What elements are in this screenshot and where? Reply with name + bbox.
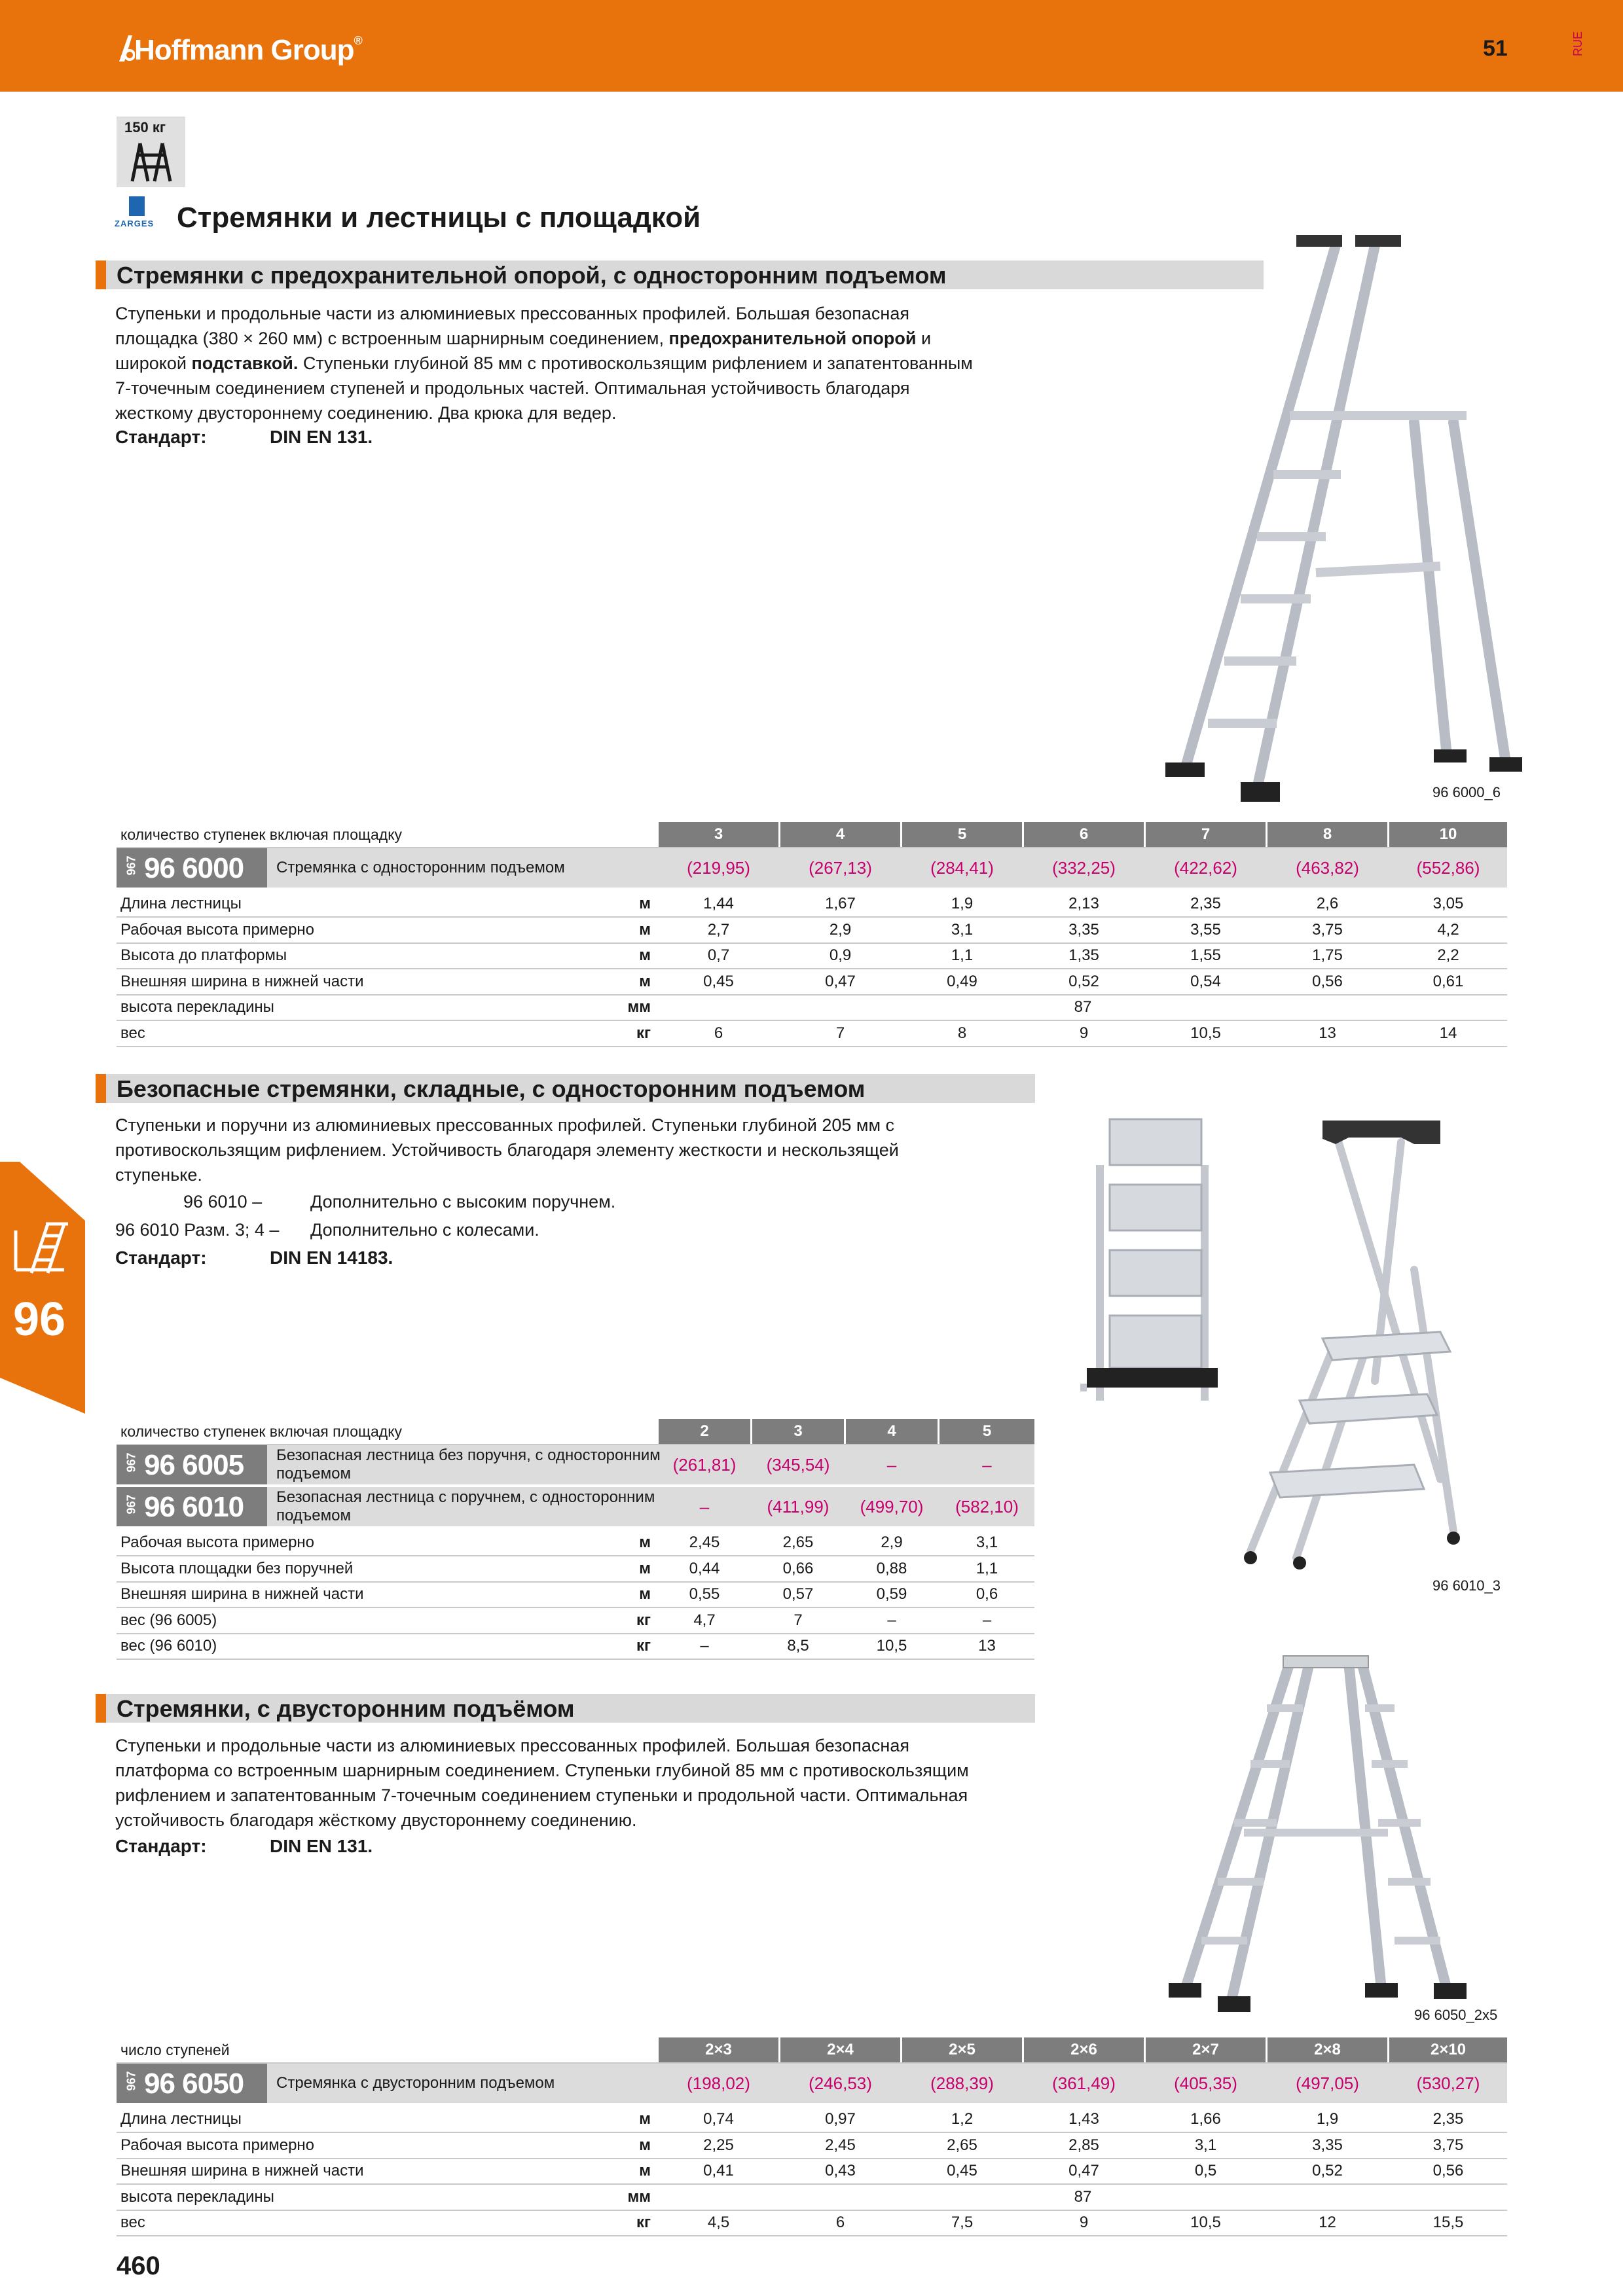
spec-value: 9 [1079,1024,1089,1042]
spec-unit: м [639,1585,651,1603]
spec-row [117,918,1507,944]
spec-value: 0,56 [1432,2162,1464,2179]
spec-row [117,2159,1507,2185]
spec-label: высота перекладины [120,998,274,1016]
product-code: 96 6050 [144,2068,244,2100]
spec-value: 2,2 [1437,946,1459,964]
spec-value: – [700,1637,709,1655]
spec-value: 1,67 [825,895,856,912]
spec-value: 3,1 [1194,2136,1217,2154]
hoffmann-logo-icon [117,31,135,65]
spec-label: Внешняя ширина в нижней части [120,1585,364,1603]
spec-label: Рабочая высота примерно [120,2136,315,2154]
spec-value: 4,5 [707,2214,730,2231]
spec-row [117,2107,1507,2133]
spec-unit: м [639,2110,651,2128]
spec-row [117,943,1507,969]
price: (219,95) [687,858,750,878]
spec-value: 2,25 [703,2136,734,2154]
section-3-description: Ступеньки и продольные части из алюминиевых прессованных профилей. Большая безопасная платформа со встроенным шарнирным соединением. Ступеньки глубиной 85 мм с противоскользящим рифлением и запатентованным 7-точечным соединением ступеньки и продольной части. Оптимальная устойчивость благодаря жёсткому двустороннему соединению. [115,1736,969,1830]
spec-unit: кг [636,1611,651,1629]
product-code: 96 6010 [144,1491,244,1523]
product-description: Стремянка с двусторонним подъемом [276,2074,555,2092]
spec-label: Высота площадки без поручней [120,1559,354,1577]
product-description: Безопасная лестница с поручнем, с односторонним подъемом [276,1488,655,1524]
spec-row [117,1530,1034,1556]
spec-value: 0,9 [829,946,852,964]
price: – [982,1455,992,1475]
spec-value: 3,05 [1432,895,1464,912]
spec-value: 1,75 [1312,946,1343,964]
spec-label: Рабочая высота примерно [120,920,315,939]
spec-value: 6 [714,1024,723,1042]
section-2-description: Ступеньки и поручни из алюминиевых прессованных профилей. Ступеньки глубиной 205 мм с противоскользящим рифлением. Устойчивость благодаря элементу жесткости и нескользящей ступеньке. [115,1115,899,1185]
price: (463,82) [1296,858,1359,878]
price: – [699,1497,710,1516]
spec-value: 2,13 [1068,895,1099,912]
spec-unit: м [639,946,651,964]
spec-value: 1,44 [703,895,734,912]
table-header-row: количество ступенек включая площадку 2 3 4 5 [117,1419,1034,1445]
spec-label: Высота до платформы [120,946,287,964]
spec-value: 2,9 [881,1534,903,1551]
standard-value: DIN EN 131. [270,427,373,447]
price: (261,81) [672,1455,737,1475]
spec-value: 0,74 [703,2110,734,2128]
spec-value: 2,7 [707,920,730,939]
spec-label: вес [120,1024,145,1042]
spec-label: Длина лестницы [120,2110,242,2128]
spec-value: 0,88 [876,1559,907,1577]
spec-value: 3,75 [1432,2136,1464,2154]
spec-value: 3,1 [951,920,974,939]
spec-label: Внешняя ширина в нижней части [120,2162,364,2179]
spec-value: 10,5 [1190,1024,1221,1042]
spec-value: 13 [978,1637,996,1655]
spec-value: 3,75 [1312,920,1343,939]
spec-row [117,1634,1034,1660]
spec-unit: мм [627,2187,651,2206]
spec-value: 7 [835,1024,845,1042]
spec-value: 3,1 [976,1534,998,1551]
footer-page-number: 460 [117,2251,160,2280]
spec-value: 0,45 [947,2162,977,2179]
spec-value: 3,35 [1068,920,1099,939]
spec-label: вес [120,2214,145,2231]
spec-value: 1,55 [1190,946,1221,964]
section-1-header: Стремянки с предохранительной опорой, с односторонним подъемом [96,260,1264,289]
spec-unit: кг [636,1024,651,1042]
spec-value: 0,5 [1194,2162,1217,2179]
spec-label: Рабочая высота примерно [120,1534,315,1551]
standard-label: Стандарт: [115,427,207,447]
product-row-96-6000: 967 96 6000 Стремянка с односторонним подъемом (219,95) (267,13) (284,41) (332,25) (422,62) (463,82) (552,86) [117,848,1507,888]
ladder-icon [12,1217,72,1278]
price: (530,27) [1416,2073,1480,2093]
spec-value: 2,35 [1190,895,1221,912]
section-1-description: Ступеньки и продольные части из алюминиевых прессованных профилей. Большая безопасная площадка (380 × 260 мм) с встроенным шарнирным соединением, предохранительной опорой и широкой подставкой. Ступеньки глубиной 85 мм с противоскользящим рифлением и запатентованным 7-точечным соединением ступеней и продольных частей. Оптимальная устойчивость благодаря жесткому двустороннему соединению. Два крюка для ведер. [115,304,973,423]
spec-value: 2,45 [825,2136,856,2154]
spec-value: 1,35 [1068,946,1099,964]
price: (345,54) [766,1455,830,1475]
spec-label: Внешняя ширина в нижней части [120,972,364,990]
spec-unit: м [639,972,651,990]
spec-value: 87 [1074,998,1092,1016]
spec-row [117,969,1507,996]
spec-row [117,1608,1034,1634]
image-caption-3: 96 6050_2x5 [1414,2007,1498,2023]
spec-value: 2,65 [947,2136,977,2154]
spec-value: 0,56 [1312,972,1343,990]
spec-value: – [887,1611,896,1629]
spec-value: 1,2 [951,2110,974,2128]
spec-value: 0,7 [707,946,730,964]
single-sided-ladder-image [1159,226,1525,815]
standard-value: DIN EN 131. [270,1836,373,1856]
spec-value: 8,5 [787,1637,809,1655]
spec-value: 15,5 [1432,2214,1464,2231]
product-description: Стремянка с односторонним подъемом [276,859,565,876]
spec-value: 0,55 [689,1585,720,1603]
price: (411,99) [767,1497,830,1516]
spec-value: 3,55 [1190,920,1221,939]
table-header-row: количество ступенек включая площадку 3 4 5 6 7 8 10 [117,822,1507,848]
spec-value: 12 [1319,2214,1336,2231]
price: (497,05) [1296,2073,1359,2093]
spec-value: – [982,1611,992,1629]
product-row-96-6005: 967 96 6005 Безопасная лестница без поручня, с односторонним подъемом (261,81) (345,54) – – [117,1445,1034,1484]
section-2-header: Безопасные стремянки, складные, с односторонним подъемом [96,1074,1035,1103]
spec-row [117,891,1507,918]
spec-value: 0,41 [703,2162,734,2179]
price: (499,70) [860,1497,924,1516]
price: (246,53) [809,2073,872,2093]
spec-value: 1,1 [976,1559,998,1577]
spec-value: 0,52 [1312,2162,1343,2179]
table-header-row: число ступеней 2×3 2×4 2×5 2×6 2×7 2×8 2×10 [117,2037,1507,2064]
spec-unit: кг [636,1637,651,1655]
spec-value: 3,35 [1312,2136,1343,2154]
product-row-96-6010: 967 96 6010 Безопасная лестница с поручнем, с односторонним подъемом – (411,99) (499,70) (582,10) [117,1487,1034,1526]
spec-unit: м [639,920,651,939]
image-caption-2: 96 6010_3 [1432,1577,1501,1594]
spec-value: 0,52 [1068,972,1099,990]
spec-value: 1,1 [951,946,974,964]
price: (288,39) [930,2073,994,2093]
image-caption-1: 96 6000_6 [1432,784,1501,800]
spec-value: 1,66 [1190,2110,1221,2128]
load-capacity: 150 кг [124,119,166,135]
spec-value: 1,9 [951,895,974,912]
spec-row [117,2133,1507,2159]
spec-label: вес (96 6010) [120,1637,217,1655]
spec-value: 0,61 [1432,972,1464,990]
spec-value: 13 [1319,1024,1336,1042]
spec-unit: м [639,1534,651,1551]
spec-value: 7,5 [951,2214,974,2231]
spec-value: 0,97 [825,2110,856,2128]
spec-value: 0,66 [782,1559,814,1577]
price: – [886,1455,897,1475]
spec-value: 10,5 [1190,2214,1221,2231]
price: (582,10) [955,1497,1019,1516]
spec-label: вес (96 6005) [120,1611,217,1629]
spec-value: 0,44 [689,1559,720,1577]
price: (284,41) [930,858,994,878]
spec-value: 0,47 [1068,2162,1099,2179]
spec-value: 1,9 [1316,2110,1339,2128]
spec-label: Длина лестницы [120,895,242,912]
spec-row [117,995,1507,1021]
spec-row [117,1021,1507,1047]
section-3-header: Стремянки, с двусторонним подъёмом [96,1694,1035,1723]
spec-unit: м [639,895,651,912]
price: (267,13) [809,858,872,878]
standard-label: Стандарт: [115,1836,207,1856]
spec-value: 0,6 [976,1585,998,1603]
product-description: Безопасная лестница без поручня, с односторонним подъемом [276,1446,661,1482]
spec-value: 0,43 [825,2162,856,2179]
spec-value: 8 [957,1024,967,1042]
standard-label: Стандарт: [115,1247,207,1268]
ladder-load-icon [126,141,177,184]
spec-value: 10,5 [876,1637,907,1655]
price: (422,62) [1174,858,1237,878]
double-sided-ladder-image [1165,1649,1480,2016]
spec-value: 4,7 [693,1611,716,1629]
spec-row [117,2185,1507,2211]
spec-value: 6 [835,2214,845,2231]
folding-safety-ladder-image [1074,1106,1480,1577]
spec-value: 0,59 [876,1585,907,1603]
price: (361,49) [1052,2073,1116,2093]
spec-unit: м [639,2162,651,2179]
spec-value: 2,85 [1068,2136,1099,2154]
spec-row [117,2210,1507,2236]
price: (332,25) [1052,858,1116,878]
page-title: Стремянки и лестницы с площадкой [177,202,701,234]
spec-value: 9 [1079,2214,1089,2231]
spec-value: 4,2 [1437,920,1459,939]
product-row-96-6050: 967 96 6050 Стремянка с двусторонним подъемом (198,02) (246,53) (288,39) (361,49) (405,35) (497,05) (530,27) [117,2064,1507,2103]
spec-unit: м [639,1559,651,1577]
product-code: 96 6005 [144,1449,244,1481]
price: (552,86) [1416,858,1480,878]
spec-value: 1,43 [1068,2110,1099,2128]
spec-value: 0,47 [825,972,856,990]
spec-label: высота перекладины [120,2187,274,2206]
brand-name: Hoffmann Group® [134,34,362,66]
spec-value: 7 [793,1611,803,1629]
price: (198,02) [687,2073,750,2093]
spec-unit: мм [627,998,651,1016]
chapter-number: 96 [13,1293,66,1346]
spec-value: 2,9 [829,920,852,939]
spec-value: 2,45 [689,1534,720,1551]
language-code: RUE [1571,31,1584,56]
spec-value: 2,65 [782,1534,814,1551]
spec-value: 0,45 [703,972,734,990]
spec-value: 87 [1074,2187,1092,2206]
spec-value: 14 [1439,1024,1457,1042]
zarges-logo: ZARGES [115,196,157,234]
page-number: 51 [1483,36,1508,61]
spec-value: 2,35 [1432,2110,1464,2128]
spec-unit: м [639,2136,651,2154]
price: (405,35) [1174,2073,1237,2093]
spec-value: 0,57 [782,1585,814,1603]
spec-value: 2,6 [1316,895,1339,912]
section-2-notes: 96 6010 – Дополнительно с высоким поручнем. 96 6010 Разм. 3; 4 – Дополнительно с колесами. [115,1192,616,1240]
spec-value: 0,54 [1190,972,1221,990]
product-code: 96 6000 [144,852,244,884]
chapter-tab [0,1162,85,1414]
spec-row [117,1556,1034,1583]
spec-value: 0,49 [947,972,977,990]
standard-value: DIN EN 14183. [270,1247,393,1268]
spec-unit: кг [636,2214,651,2231]
spec-row [117,1582,1034,1608]
